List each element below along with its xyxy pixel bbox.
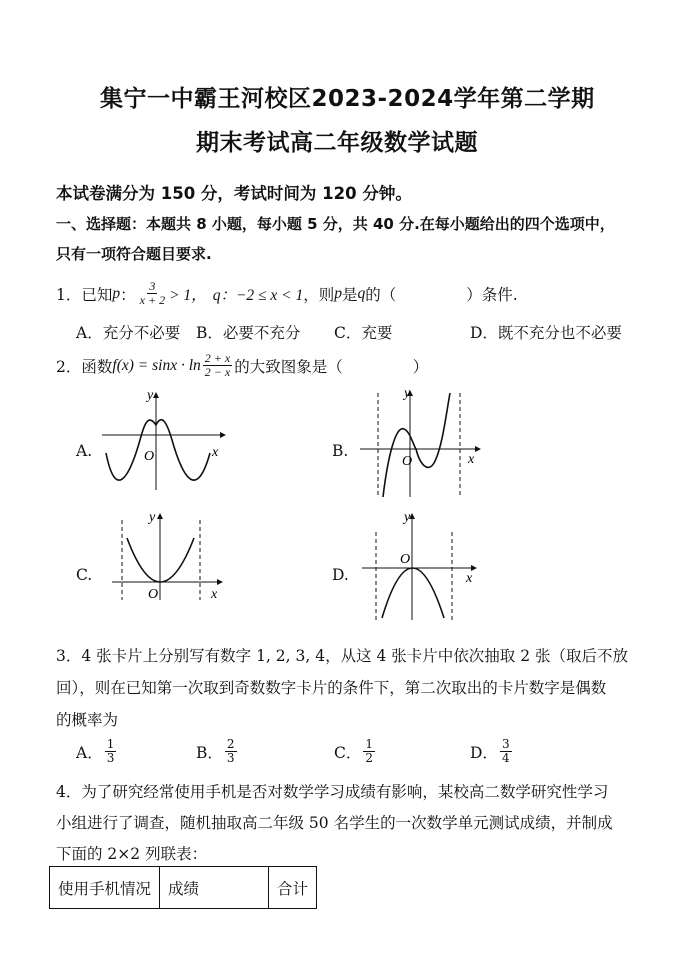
q3-option-b xyxy=(196,738,239,765)
q1-prefix: 已知 xyxy=(81,285,113,304)
origin-label: O xyxy=(144,449,155,464)
q2-prefix: 函数 xyxy=(81,357,113,376)
q1-is-text: 是 xyxy=(342,285,358,304)
title-line2: 期末考试高二年级数学试题 xyxy=(196,130,478,156)
axis-y-label: y xyxy=(404,386,411,401)
frac-den: 3 xyxy=(226,751,235,765)
q3-line2: 回），则在已知第一次取到奇数数字卡片的条件下，第二次取出的卡片数字是偶数 xyxy=(56,679,607,697)
section1-header-line2: 只有一项符合题目要求. xyxy=(56,245,212,263)
q2-function: f(x) = sinx · ln xyxy=(112,356,201,374)
q3-line3: 的概率为 xyxy=(56,711,119,729)
q1-frac-num: 3 xyxy=(149,279,156,293)
q2-frac-num: 2 + x xyxy=(204,351,231,365)
q3-option-d xyxy=(470,738,514,765)
curve-b xyxy=(383,393,450,497)
q2-suffix: 的大致图象是（ xyxy=(234,357,343,376)
curve-d xyxy=(382,568,444,618)
axis-y-label: y xyxy=(404,510,411,525)
frac-den: 4 xyxy=(501,751,510,765)
q1-option-b: B．必要不充分 xyxy=(196,324,301,342)
frac-den: 2 xyxy=(365,751,374,765)
q4-line2: 小组进行了调查，随机抽取高二年级 50 名学生的一次数学单元测试成绩，并制成 xyxy=(56,814,613,832)
q1-fraction xyxy=(138,280,167,307)
axis-x-label: x xyxy=(468,452,475,467)
q3-option-b-fraction xyxy=(225,738,237,765)
q2-option-a: A. xyxy=(76,442,93,460)
q3-option-c-fraction xyxy=(363,738,375,765)
graph-a xyxy=(100,385,230,495)
q4-line3: 下面的 2×2 列联表： xyxy=(56,845,208,863)
q2-frac-den: 2 − x xyxy=(204,365,231,379)
question-2 xyxy=(56,352,428,379)
graph-c xyxy=(110,508,230,603)
origin-label: O xyxy=(402,454,413,469)
q3-option-c-label: C． xyxy=(334,743,362,762)
q1-p2: p xyxy=(334,284,343,302)
exam-info: 本试卷满分为 150 分，考试时间为 120 分钟。 xyxy=(56,184,412,203)
q3-option-a xyxy=(76,738,118,765)
q2-option-b: B. xyxy=(332,442,349,460)
table-header-phone-usage: 使用手机情况 xyxy=(50,867,160,909)
q1-mid-text: ，则 xyxy=(303,285,335,304)
q2-number: 2． xyxy=(56,357,82,376)
q4-line1: 4．为了研究经常使用手机是否对数学学习成绩有影响，某校高二数学研究性学习 xyxy=(56,783,609,801)
q1-end: ）条件. xyxy=(466,285,518,304)
q2-option-d: D. xyxy=(332,566,349,584)
q3-line1: 3．4 张卡片上分别写有数字 1, 2, 3, 4，从这 4 张卡片中依次抽取 2 张（取后不放 xyxy=(56,647,629,665)
q1-frac-den: x + 2 xyxy=(139,293,166,307)
q1-option-c: C．充要 xyxy=(334,324,393,342)
question-1 xyxy=(56,280,518,307)
q1-option-d: D．既不充分也不必要 xyxy=(470,324,622,342)
q3-option-c xyxy=(334,738,377,765)
q2-option-c: C. xyxy=(76,566,93,584)
axis-y-label: y xyxy=(149,510,156,525)
contingency-table xyxy=(49,866,317,909)
q1-colon: ： xyxy=(120,285,136,304)
q1-q2: q xyxy=(357,284,366,302)
graph-b xyxy=(358,385,488,500)
q1-option-a: A．充分不必要 xyxy=(76,324,181,342)
title-line1: 集宁一中霸王河校区2023-2024学年第二学期 xyxy=(100,86,595,112)
frac-den: 3 xyxy=(106,751,115,765)
origin-label: O xyxy=(148,587,159,602)
q2-fraction xyxy=(203,352,232,379)
q3-option-d-label: D． xyxy=(470,743,498,762)
axis-x-label: x xyxy=(212,445,219,460)
graph-d xyxy=(360,508,485,626)
q1-suffix: 的（ xyxy=(365,285,397,304)
q1-gt-one: > 1， xyxy=(169,286,207,304)
table-header-total: 合计 xyxy=(269,867,317,909)
table-row xyxy=(50,867,317,909)
curve-a xyxy=(106,420,210,480)
frac-num: 1 xyxy=(365,737,374,751)
q3-option-d-fraction xyxy=(500,738,512,765)
frac-num: 1 xyxy=(106,737,115,751)
table-header-score: 成绩 xyxy=(160,867,269,909)
q1-number: 1． xyxy=(56,285,82,304)
q1-p-label: p xyxy=(112,284,121,302)
q1-q-condition: q：−2 ≤ x < 1 xyxy=(212,286,304,304)
section1-header-line1: 一、选择题：本题共 8 小题，每小题 5 分，共 40 分.在每小题给出的四个选项中， xyxy=(56,215,615,233)
q3-option-a-fraction xyxy=(105,738,117,765)
axis-y-label: y xyxy=(147,388,154,403)
q3-option-b-label: B． xyxy=(196,743,223,762)
q2-end: ） xyxy=(412,357,429,376)
origin-label: O xyxy=(400,552,411,567)
axis-x-label: x xyxy=(211,587,218,602)
frac-num: 2 xyxy=(226,737,235,751)
frac-num: 3 xyxy=(501,737,510,751)
axis-x-label: x xyxy=(466,571,473,586)
q3-option-a-label: A． xyxy=(76,743,103,762)
